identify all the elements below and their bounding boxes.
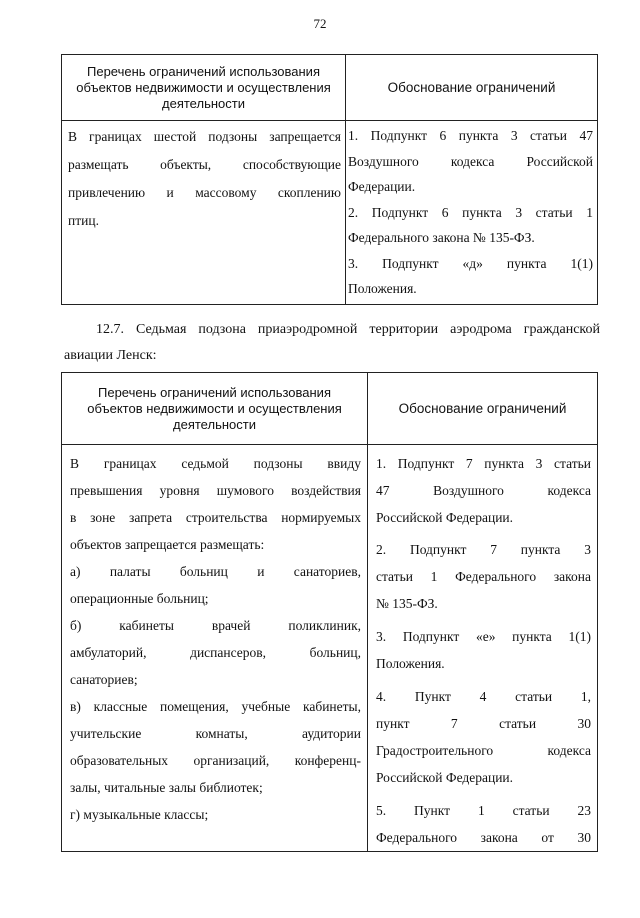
table2-restrictions-cell	[62, 445, 368, 852]
table1-right-line: 3. Подпункт «д» пункта 1(1)	[348, 255, 593, 271]
table2-header-right	[368, 373, 598, 445]
section-12-7-line: авиации Ленск:	[64, 348, 157, 363]
table1-header-left	[62, 55, 346, 121]
table2-right-line: Положения.	[376, 656, 445, 671]
table1-left-line: птиц.	[68, 213, 99, 228]
table2-right-line: № 135-ФЗ.	[376, 596, 438, 611]
table2-right-line: 5. Пункт 1 статьи 23	[376, 803, 591, 818]
table2-header-right-text: Обоснование ограничений	[398, 401, 567, 416]
section-12-7-line: 12.7. Седьмая подзона приаэродромной территории аэродрома гражданской	[96, 322, 600, 337]
table1-left-line: привлечению и массовому скоплению	[68, 185, 341, 200]
table2-left-line: г) музыкальные классы;	[70, 807, 209, 822]
table1-header-left-text: Перечень ограничений использования объектов недвижимости и осуществления деятельности	[76, 63, 331, 111]
table2-left-line: амбулаторий, диспансеров, больниц,	[70, 645, 361, 660]
table2-right-line: Российской Федерации.	[376, 510, 514, 525]
table2-left-line: объектов запрещается размещать:	[70, 537, 265, 552]
table2-right-line: 3. Подпункт «е» пункта 1(1)	[376, 629, 591, 644]
table2-right-line: Градостроительного кодекса	[376, 743, 591, 758]
table2-header-left	[62, 373, 368, 445]
table1-left-line: размещать объекты, способствующие	[68, 157, 341, 172]
table2-right-line: 1. Подпункт 7 пункта 3 статьи	[376, 456, 591, 471]
table2-right-line: 4. Пункт 4 статьи 1,	[376, 689, 591, 704]
table1-right-line: Воздушного кодекса Российской	[348, 153, 593, 169]
table2-header-left-text: Перечень ограничений использования объектов недвижимости и осуществления деятельности	[87, 384, 342, 432]
table2-left-line: В границах седьмой подзоны ввиду	[70, 456, 361, 471]
table1-right-line: Федерального закона № 135-ФЗ.	[348, 230, 535, 245]
table2-justification-cell	[368, 445, 598, 852]
page-number: 72	[313, 16, 327, 31]
table2-right-line: 47 Воздушного кодекса	[376, 483, 591, 498]
table2-right-line: Федерального закона от 30	[376, 830, 591, 845]
table1-left-line: В границах шестой подзоны запрещается	[68, 129, 341, 144]
table1-justification-cell	[346, 121, 598, 305]
table1-right-line: Федерации.	[348, 179, 416, 194]
table2-left-line: б) кабинеты врачей поликлиник,	[70, 618, 361, 633]
table1-right-line: 1. Подпункт 6 пункта 3 статьи 47	[348, 128, 593, 143]
table2-left-line: а) палаты больниц и санаториев,	[70, 564, 361, 579]
table2-left-line: превышения уровня шумового воздействия	[70, 483, 361, 498]
restrictions-table-subzone-6	[61, 54, 598, 305]
restrictions-table-subzone-7	[61, 372, 598, 852]
table1-right-line: Положения.	[348, 281, 417, 296]
table2-left-line: в зоне запрета строительства нормируемых	[70, 510, 361, 525]
table2-right-line: пункт 7 статьи 30	[376, 716, 591, 731]
table2-left-line: учительские комнаты, аудитории	[70, 726, 361, 741]
table2-right-line: Российской Федерации.	[376, 770, 514, 785]
table1-header-right-text: Обоснование ограничений	[387, 80, 556, 95]
table2-left-line: образовательных организаций, конференц-	[70, 753, 361, 768]
table1-restrictions-cell	[62, 121, 346, 305]
table2-right-line: статьи 1 Федерального закона	[376, 569, 591, 584]
table1-right-line: 2. Подпункт 6 пункта 3 статьи 1	[348, 204, 593, 220]
section-12-7-heading	[64, 317, 600, 369]
table2-left-line: операционные больниц;	[70, 591, 209, 606]
table2-right-line: 2. Подпункт 7 пункта 3	[376, 542, 591, 557]
table1-header-right	[346, 55, 598, 121]
table2-left-line: санаториев;	[70, 672, 138, 687]
table2-left-line: залы, читальные залы библиотек;	[70, 780, 263, 795]
table2-left-line: в) классные помещения, учебные кабинеты,	[70, 699, 361, 714]
